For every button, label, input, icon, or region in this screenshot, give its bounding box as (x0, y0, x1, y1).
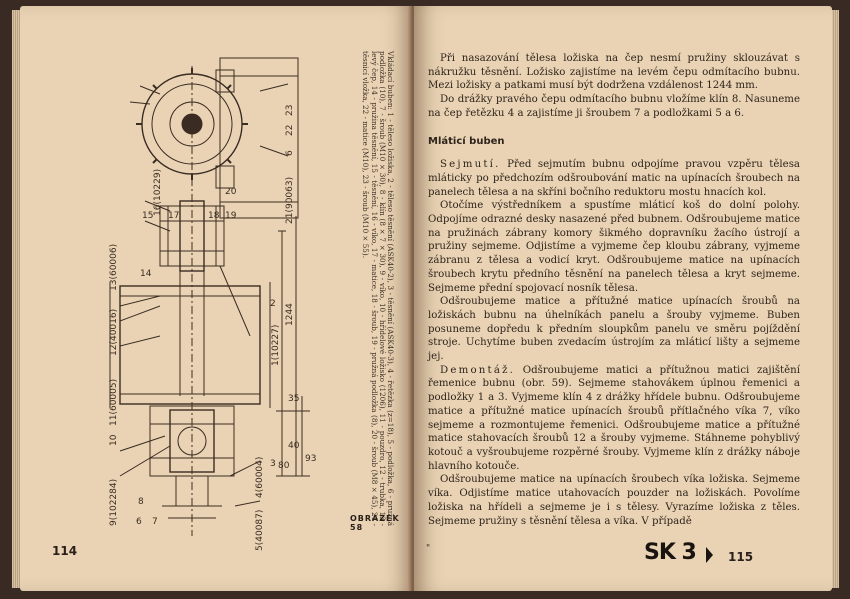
callout-1244: 1244 (285, 303, 295, 326)
caption-text: Vkládací buben: 1 - těleso ložiska, 2 - těleso těsnění (ASK40-2), 3 - těsnění (ASK40-3), 4 - řetězka (z=18), 5 - podložka, 6 - pružná podložka (10), 7 - šroub (M10 × 30), 8 - klín (8 × 7 × 30), 9 - víko, 10 - hřídelové ložisko (1206), 11 - pouzdro, 12 - trubka, 13 - levý čep, 14 - pružina těsnění, 15 - těsnění, 16 - víko, 17 - matice, 18 - šroub, 19 - pružná podložka (8), 20 - šroub (M8 × 45), 21 - těsnicí vložka, 22 - matice (M10), 23 - šroub (M10 × 55). (361, 51, 395, 526)
fig-label: 3 (270, 459, 276, 469)
body-text (428, 52, 800, 528)
callout-22: 22 (285, 124, 295, 136)
right-page (414, 6, 832, 591)
section-heading: Mláticí buben (428, 135, 505, 147)
paragraph-text: Odšroubujeme matici a přítužnou matici zajištění řemenice bubnu (obr. 59). Sejmeme stahovákem úplnou řemenici a podložky 1 a 3. Vyjmeme klín 4 z drážky hřídele bubnu. Odšroubujeme matice a přítužné matice upínacích šroubů přítlačného víka 7, víko sejmeme a rozmontujeme řemenici. Odšroubujeme matice a přítužné matice stahovacích šroubů 12 a šrouby vyjmeme. Stáhneme pohyblivý kotouč a vyšroubujeme rozpěrné šrouby. Vyjmeme klín z drážky náboje hlavního kotouče. (428, 364, 800, 472)
margin-mark: " (426, 544, 431, 554)
callout-12: 12(40016) (109, 308, 119, 356)
callout-5: 5(40087) (255, 509, 265, 551)
paragraph: Otočíme výstředníkem a spustíme mláticí koš do dolní polohy. Odpojíme odrazné desky nasazené před bubnem. Odšroubujeme matice na pružinách zábrany komory šikmého dopravníku žacího ústrojí a pružiny sejmeme. Odjistíme a vyjmeme čep kloubu zábrany, vyjmeme zábranu z tělesa a vodicí kryt. Odšroubujeme matice na upínacích šroubech krytu předního těsnění na panelech tělesa a kryt sejmeme. Sejmeme přední spojovací nosník tělesa. (428, 200, 800, 294)
fig-label: 18 (208, 211, 220, 221)
left-page (20, 6, 412, 591)
logo-arrow-icon (706, 547, 713, 563)
callout-16: 16(10229) (153, 168, 163, 216)
fig-label: 8 (138, 497, 144, 507)
figure-title: OBRÁZEK 58 (350, 514, 400, 532)
fig-label: 14 (140, 269, 152, 279)
fig-label: 6 (136, 517, 142, 527)
paragraph: Odšroubujeme matice na upínacích šroubech víka ložiska. Sejmeme víka. Odjistíme matice utahovacích pouzder na ložiskách. Povolíme ložiska na hřídeli a sejmeme je i s tělesy. Vyrazíme ložiska z těles. Sejmeme pružiny s těsnění tělesa a víka. V případě (428, 474, 800, 527)
callout-23: 23 (285, 104, 295, 116)
fig-label: 2 (270, 299, 276, 309)
fig-label: 7 (152, 517, 158, 527)
sk3-logo: SK 3 (644, 540, 696, 565)
callout-1: 1(10227) (271, 324, 281, 366)
paragraph: Při nasazování tělesa ložiska na čep nesmí pružiny sklouzávat s nákružku těsnění. Ložisko zajistíme na levém čepu odmítacího bubnu. Mezi ložisky a patkami musí být dodržena vzdálenost 1244 mm. (428, 53, 800, 92)
callout-4: 4(60004) (255, 456, 265, 498)
fig-label: 20 (225, 187, 237, 197)
lead-word: Demontáž. (440, 364, 516, 376)
callout-6: 6 (285, 150, 295, 156)
fig-label: 93 (305, 454, 317, 464)
page-number-right: 115 (728, 550, 754, 564)
callout-11: 11(60005) (109, 378, 119, 426)
fig-label: 80 (278, 461, 290, 471)
fig-label: 35 (288, 394, 300, 404)
fig-label: 15 (142, 211, 154, 221)
paragraph (428, 364, 800, 474)
callout-13: 13(60006) (109, 243, 119, 291)
callout-10: 10 (109, 434, 119, 446)
fig-label: 17 (168, 211, 180, 221)
page-number-left: 114 (52, 544, 78, 558)
fig-label: 19 (225, 211, 237, 221)
figure-caption (338, 51, 394, 526)
callout-21: 21(90063) (285, 176, 295, 224)
paragraph (428, 158, 800, 199)
callout-9: 9(102284) (109, 478, 119, 526)
paragraph-text: Před sejmutím bubnu odpojíme pravou vzpěru tělesa mláticky po předchozím odšroubování matic na upínacích šroubech na panelech tělesa a na skříni bočního reduktoru mostu hnacích kol. (428, 159, 800, 198)
paragraph: Odšroubujeme matice a přítužné matice upínacích šroubů na ložiskách bubnu na úhelníkách panelu a šrouby vyjmeme. Buben posuneme dopředu k předním sloupkům panelu ve směru pojíždění stroje. Uchytíme buben zvedacím ústrojím za mláticí lišty a sejmeme jej. (428, 296, 800, 363)
paragraph: Do drážky pravého čepu odmítacího bubnu vložíme klín 8. Nasuneme na čep řetězku 4 a zajistíme ji šroubem 7 a podložkami 5 a 6. (428, 94, 800, 119)
fig-label: 40 (288, 441, 300, 451)
lead-word: Sejmutí. (440, 159, 501, 171)
